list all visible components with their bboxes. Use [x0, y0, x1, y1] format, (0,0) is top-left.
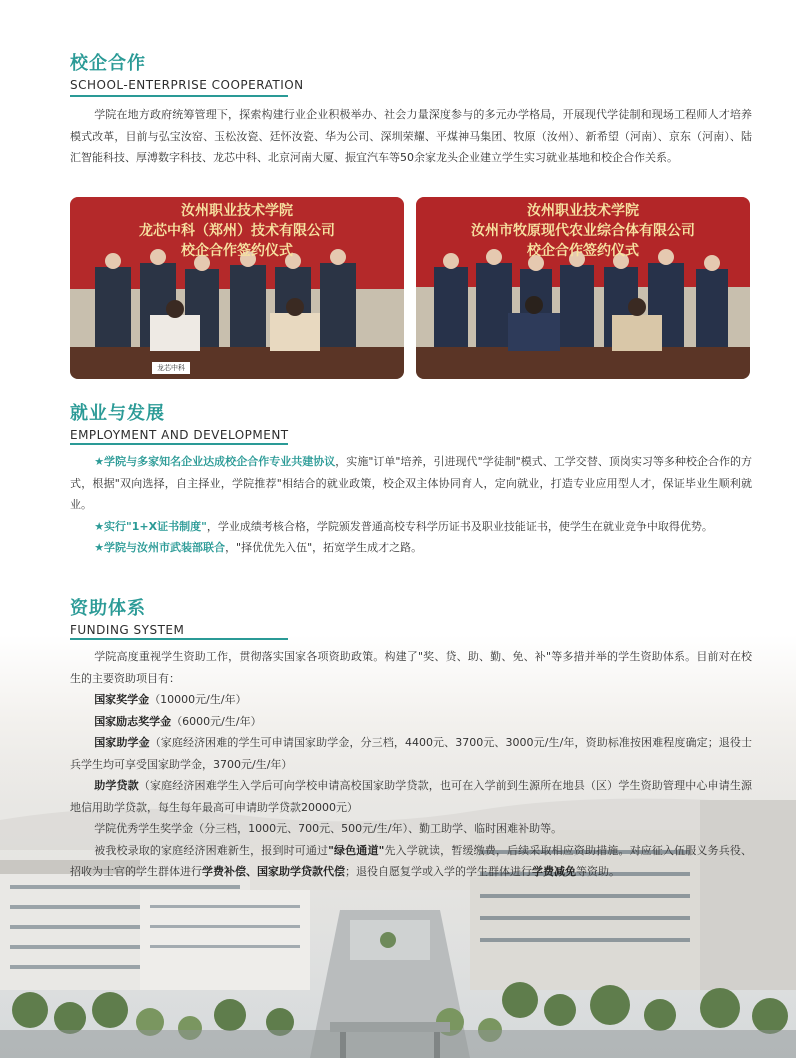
tuition-waiver-text: 学费减免	[532, 865, 576, 878]
signing-photo-1	[70, 197, 404, 379]
employment-item-1	[70, 451, 752, 516]
body-text: 学院在地方政府统筹管理下，探索构建行业企业积极举办、社会力量深度参与的多元办学格局，开展现代学徒制和现场工程师人才培养模式改革，目前与弘宝汝窑、玉松汝瓷、廷怀汝瓷、华为公司、深圳荣耀、平煤神马集团、牧原（汝州）、新希望（河南）、京东（河南）、陆汇智能科技、厚溥数字科技、龙芯中科、北京河南大厦、振宜汽车等50余家龙头企业建立学生实习就业基地和校企合作关系。	[70, 108, 752, 164]
signing-photo-2	[416, 197, 750, 379]
funding-item-5: 学院优秀学生奖学金（分三档，1000元、700元、500元/生/年）、勤工助学、临时困难补助等。	[94, 822, 563, 835]
funding-intro: 学院高度重视学生资助工作，贯彻落实国家各项资助政策。构建了"奖、贷、助、勤、免、补"等多措并举的学生资助体系。目前对在校生的主要资助项目有：	[70, 650, 752, 685]
section-title: 校企合作	[70, 53, 146, 74]
employment-item-3	[70, 537, 752, 559]
item-detail: （10000元/生/年）	[149, 693, 247, 706]
banner-line-1: 汝州职业技术学院	[527, 203, 639, 219]
banner-line-1: 汝州职业技术学院	[181, 203, 293, 219]
funding-item-2	[70, 711, 752, 733]
item-name: 助学贷款	[94, 779, 139, 792]
section-subtitle: EMPLOYMENT AND DEVELOPMENT	[70, 428, 289, 442]
section-underline	[70, 443, 288, 445]
body-text: ，学业成绩考核合格，学院颁发普通高校专科学历证书及职业技能证书，使学生在就业竞争中取得优势。	[206, 519, 713, 533]
green-channel-text: "绿色通道"	[328, 843, 385, 857]
funding-item-1	[70, 689, 752, 711]
item-name: 国家励志奖学金	[94, 714, 172, 728]
section-header-employment	[70, 403, 289, 443]
item-name: 国家助学金	[94, 736, 150, 749]
compensation-text: 学费补偿、国家助学贷款代偿	[202, 865, 345, 878]
section-underline	[70, 95, 288, 97]
banner-line-3: 校企合作签约仪式	[181, 243, 293, 259]
banner-line-2: 龙芯中科（郑州）技术有限公司	[139, 223, 335, 239]
funding-item-3	[70, 732, 752, 775]
body-text: 先入学就读，暂缓缴费，后续采取相应资助措施。对应征入伍服义务兵役、招收为士官的学生群体进行	[70, 843, 752, 878]
nameplate: 龙芯中科	[152, 362, 190, 374]
body-text: ；退役自愿复学或入学的学生群体进行	[345, 865, 532, 878]
highlight-text: ★学院与多家知名企业达成校企合作专业共建协议	[94, 455, 336, 468]
funding-paragraphs	[70, 646, 752, 883]
section-underline	[70, 638, 288, 640]
item-detail: （6000元/生/年）	[171, 714, 262, 728]
employment-paragraphs	[70, 451, 752, 559]
employment-item-2	[70, 516, 752, 538]
body-text: ，"择优优先入伍"，拓宽学生成才之路。	[225, 541, 423, 554]
body-text: ，实施"订单"培养，引进现代"学徒制"模式、工学交替、顶岗实习等多种校企合作的方式，根据"双向选择，自主择业，学院推荐"相结合的就业政策，校企双主体协同育人，定向就业，打造专业应用型人才，保证毕业生顺利就业。	[70, 455, 752, 511]
banner-line-3: 校企合作签约仪式	[527, 243, 639, 259]
section-title: 资助体系	[70, 598, 146, 619]
highlight-text: ★实行"1+X证书制度"	[94, 519, 207, 533]
section-subtitle: FUNDING SYSTEM	[70, 623, 185, 637]
item-detail: （家庭经济困难的学生可申请国家助学金，分三档，4400元、3700元、3000元/生/年，资助标准按困难程度确定；退役士兵学生均可享受国家助学金，3700元/生/年）	[70, 736, 752, 771]
body-text: 等资助。	[576, 865, 620, 878]
item-name: 国家奖学金	[94, 693, 150, 706]
section-header-cooperation	[70, 53, 304, 93]
highlight-text: ★学院与汝州市武装部联合	[94, 541, 226, 554]
funding-item-6	[70, 840, 752, 883]
banner-line-2: 汝州市牧原现代农业综合体有限公司	[471, 223, 695, 239]
section-header-funding	[70, 598, 184, 638]
item-detail: （家庭经济困难学生入学后可向学校申请高校国家助学贷款，也可在入学前到生源所在地县（区）学生资助管理中心申请生源地信用助学贷款，每生每年最高可申请助学贷款20000元）	[70, 779, 752, 814]
funding-item-4	[70, 775, 752, 818]
body-text: 被我校录取的家庭经济困难新生，报到时可通过	[94, 843, 329, 857]
section-title: 就业与发展	[70, 403, 165, 424]
cooperation-paragraph	[70, 104, 752, 169]
section-subtitle: SCHOOL-ENTERPRISE COOPERATION	[70, 78, 304, 92]
